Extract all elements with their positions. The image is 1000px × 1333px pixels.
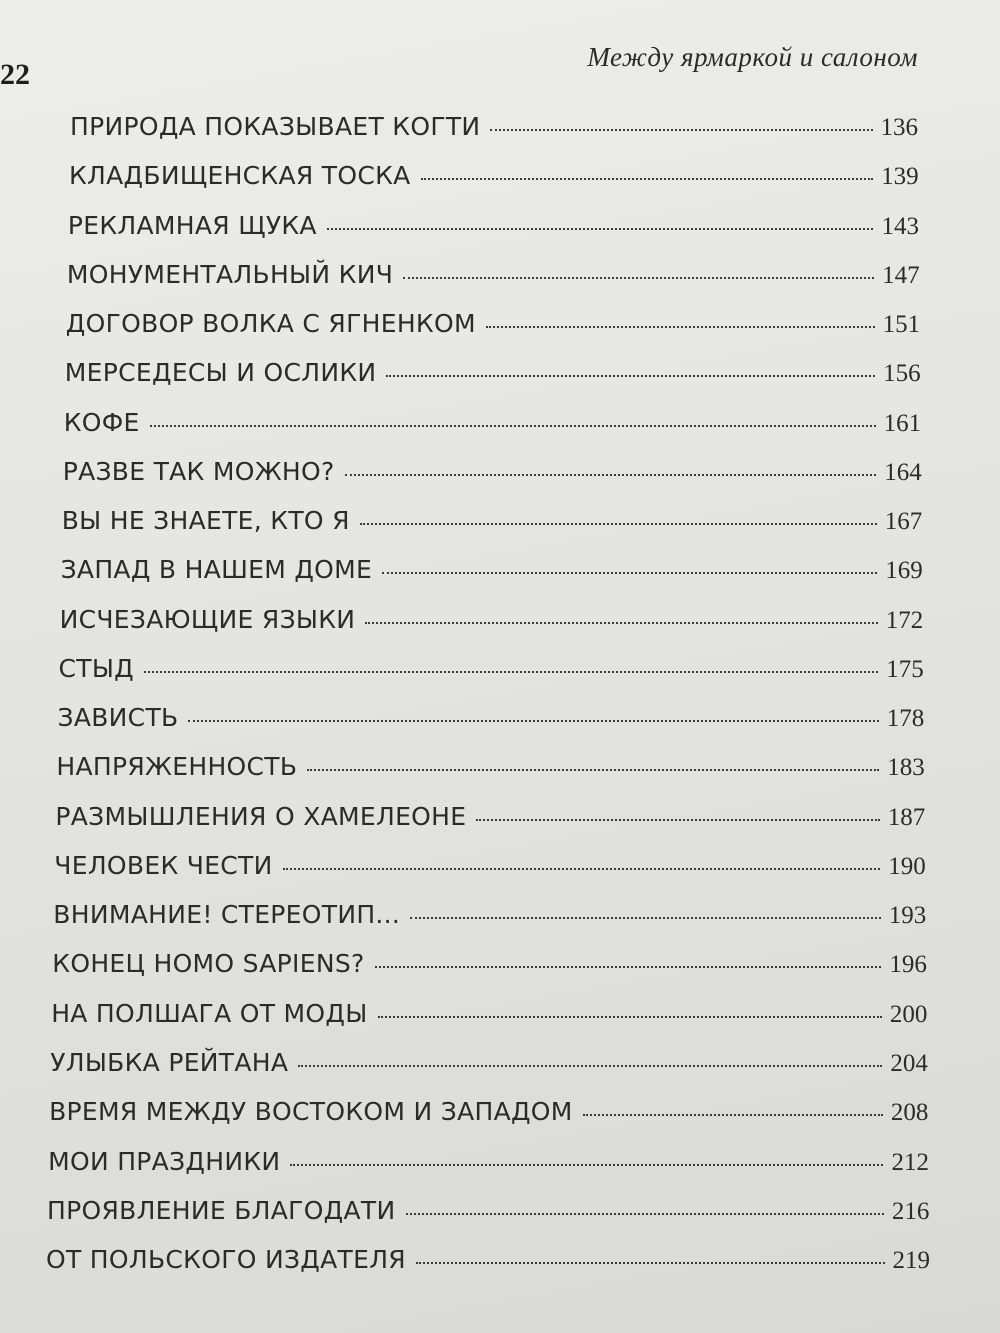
- toc-entry-page: 151: [882, 311, 921, 338]
- toc-entry: [66, 309, 920, 343]
- toc-entry-title: ЗАПАД В НАШЕМ ДОМЕ: [60, 555, 373, 585]
- toc-entry-page: 200: [889, 1000, 928, 1028]
- toc-entry-title: РЕКЛАМНАЯ ЩУКА: [67, 210, 317, 240]
- toc-entry-title: МОНУМЕНТАЛЬНЫЙ КИЧ: [66, 259, 394, 289]
- toc-entry-title: ВЫ НЕ ЗНАЕТЕ, КТО Я: [61, 506, 350, 536]
- toc-dot-leader: [416, 1262, 885, 1264]
- toc-entry-page: 196: [889, 951, 927, 979]
- toc-entry-page: 219: [892, 1247, 930, 1274]
- toc-dot-leader: [327, 228, 874, 230]
- toc-entry-page: 190: [888, 852, 926, 880]
- toc-entry: [63, 457, 922, 491]
- toc-entry: [56, 752, 924, 786]
- toc-dot-leader: [365, 622, 877, 624]
- toc-dot-leader: [307, 769, 879, 771]
- toc-entry: [70, 112, 918, 146]
- toc-entry-page: 164: [884, 458, 922, 486]
- toc-dot-leader: [283, 868, 881, 870]
- toc-entry-page: 156: [883, 360, 921, 388]
- toc-entry-title: ПРОЯВЛЕНИЕ БЛАГОДАТИ: [47, 1195, 396, 1225]
- toc-dot-leader: [386, 375, 875, 377]
- toc-entry: [68, 211, 919, 245]
- toc-entry-page: 175: [886, 655, 924, 683]
- toc-entry-title: КЛАДБИЩЕНСКАЯ ТОСКА: [69, 161, 411, 191]
- toc-entry: [60, 605, 924, 639]
- page-number: 22: [0, 58, 30, 91]
- toc-entry: [65, 358, 921, 392]
- toc-entry-page: 167: [884, 508, 923, 536]
- toc-entry-page: 172: [885, 606, 924, 634]
- toc-entry: [49, 1097, 928, 1131]
- toc-entry-title: НАПРЯЖЕННОСТЬ: [56, 752, 298, 782]
- toc-entry-title: СТЫД: [58, 653, 135, 683]
- toc-entry: [58, 703, 925, 737]
- toc-dot-leader: [378, 1016, 882, 1018]
- toc-dot-leader: [345, 474, 877, 476]
- toc-entry-page: 216: [891, 1197, 930, 1225]
- toc-dot-leader: [382, 572, 877, 574]
- toc-entry-title: УЛЫБКА РЕЙТАНА: [50, 1048, 289, 1077]
- toc-dot-leader: [144, 671, 878, 673]
- toc-entry-page: 212: [891, 1148, 929, 1176]
- toc-dot-leader: [410, 917, 881, 919]
- toc-entry-title: РАЗВЕ ТАК МОЖНО?: [62, 456, 335, 486]
- toc-entry-page: 139: [881, 163, 919, 191]
- toc-entry-title: ДОГОВОР ВОЛКА С ЯГНЕНКОМ: [65, 309, 476, 338]
- toc-entry: [46, 1245, 930, 1279]
- toc-entry-title: КОФЕ: [63, 407, 140, 437]
- toc-dot-leader: [298, 1065, 882, 1067]
- toc-dot-leader: [476, 819, 879, 821]
- toc-dot-leader: [583, 1114, 883, 1116]
- toc-dot-leader: [403, 277, 874, 279]
- toc-entry: [48, 1147, 929, 1181]
- toc-entry-page: 161: [883, 409, 922, 437]
- toc-dot-leader: [406, 1213, 884, 1215]
- toc-entry-title: ПРИРОДА ПОКАЗЫВАЕТ КОГТИ: [70, 112, 481, 141]
- toc-dot-leader: [486, 326, 875, 328]
- toc-entry-title: РАЗМЫШЛЕНИЯ О ХАМЕЛЕОНЕ: [55, 801, 467, 831]
- toc-entry: [47, 1196, 929, 1230]
- toc-entry-title: НА ПОЛШАГА ОТ МОДЫ: [51, 998, 368, 1028]
- toc-entry-page: 169: [885, 557, 923, 585]
- running-title: Между ярмаркой и салоном: [587, 42, 918, 72]
- toc-entry: [54, 851, 926, 885]
- toc-entry-title: ВРЕМЯ МЕЖДУ ВОСТОКОМ И ЗАПАДОМ: [49, 1097, 573, 1127]
- toc-entry: [62, 506, 923, 540]
- toc-entry-page: 193: [888, 902, 927, 930]
- toc-dot-leader: [490, 129, 872, 131]
- toc-entry-page: 208: [890, 1099, 929, 1127]
- toc-entry-title: ОТ ПОЛЬСКОГО ИЗДАТЕЛЯ: [46, 1245, 406, 1274]
- toc-entry: [55, 802, 925, 836]
- toc-entry-title: ЧЕЛОВЕК ЧЕСТИ: [54, 850, 273, 880]
- toc-entry-title: КОНЕЦ HOMO SAPIENS?: [52, 949, 365, 979]
- toc-dot-leader: [290, 1164, 883, 1166]
- toc-entry: [67, 260, 920, 294]
- toc-entry-page: 178: [886, 705, 925, 733]
- toc-entry: [61, 555, 923, 589]
- toc-entry: [52, 949, 927, 983]
- toc-entry-page: 204: [890, 1050, 928, 1077]
- toc-entry: [50, 1048, 928, 1082]
- toc-entry-title: ВНИМАНИЕ! СТЕРЕОТИП...: [53, 900, 401, 930]
- toc-dot-leader: [150, 425, 876, 427]
- toc-entry: [51, 999, 927, 1033]
- toc-entry-title: МОИ ПРАЗДНИКИ: [48, 1146, 281, 1176]
- toc-entry-page: 147: [882, 261, 920, 289]
- toc-entry-page: 183: [887, 754, 925, 782]
- toc-entry-title: ИСЧЕЗАЮЩИЕ ЯЗЫКИ: [59, 604, 356, 634]
- toc-entry-title: ЗАВИСТЬ: [57, 703, 179, 733]
- toc-dot-leader: [421, 178, 874, 180]
- toc-dot-leader: [188, 720, 878, 722]
- toc-entry: [69, 161, 919, 195]
- toc-entry: [59, 654, 924, 688]
- toc-entry-page: 187: [887, 803, 926, 831]
- toc-entry-title: МЕРСЕДЕСЫ И ОСЛИКИ: [64, 358, 377, 388]
- toc-entry-page: 136: [880, 114, 918, 141]
- toc-dot-leader: [360, 523, 877, 525]
- toc-entry: [64, 408, 921, 442]
- toc-dot-leader: [375, 966, 882, 968]
- toc-entry: [53, 900, 926, 934]
- toc-entry-page: 143: [881, 212, 919, 240]
